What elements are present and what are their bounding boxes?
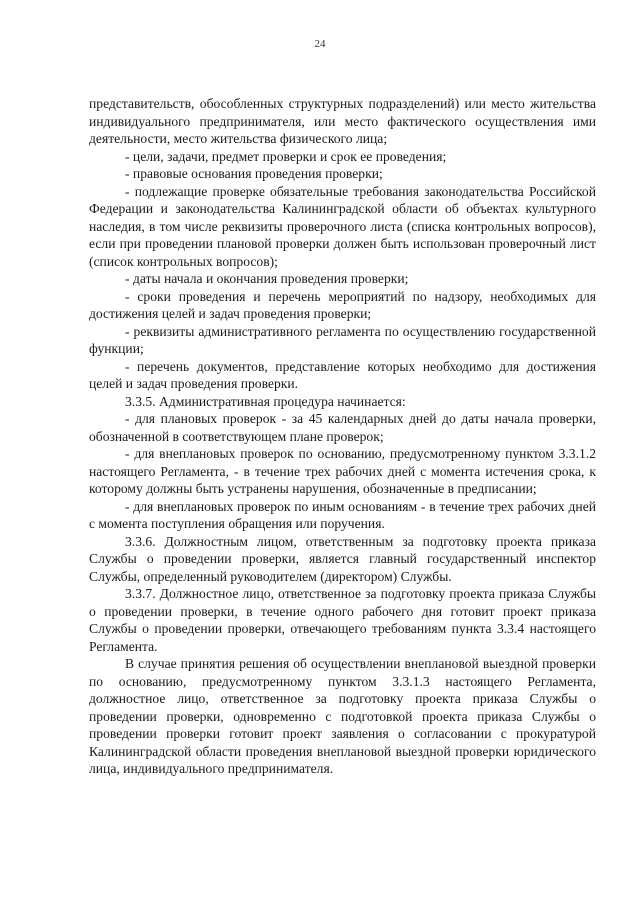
clause-3-3-7: 3.3.7. Должностное лицо, ответственное за подготовку проекта приказа Службы о проведении проверки, в течение одного рабочего дня готовит проект приказа Службы о проведении проверки, отвечающего требованиям пункта 3.3.4 настоящего Регламента. [89,586,596,654]
list-item-planned-inspections: - для плановых проверок - за 45 календарных дней до даты начала проверки, обозначенной в соответствующем плане проверок; [89,411,596,444]
page-number: 24 [314,38,326,50]
list-item-dates: - даты начала и окончания проведения проверки; [125,271,409,286]
paragraph-continuation: представительств, обособленных структурных подразделений) или место жительства индивидуального предпринимателя, или место фактического осуществления ими деятельности, место жительства физического лица; [89,96,596,146]
clause-3-3-5: 3.3.5. Административная процедура начинается: [125,393,406,409]
list-item-unplanned-inspections-3312: - для внеплановых проверок по основанию, предусмотренному пунктом 3.3.1.2 настоящего Регламента, - в течение трех рабочих дней с момента истечения срока, к которому должны быть устранены нарушения, обозначенные в предписании; [89,446,596,496]
list-item-terms: - сроки проведения и перечень мероприятий по надзору, необходимых для достижения целей и задач проведения проверки; [89,288,596,321]
list-item-unplanned-inspections-other: - для внеплановых проверок по иным основаниям - в течение трех рабочих дней с момента поступления обращения или поручения. [89,498,596,531]
document-body [89,95,596,778]
list-item-legal-basis: - правовые основания проведения проверки; [125,166,383,181]
list-item-requirements: - подлежащие проверке обязательные требования законодательства Российской Федерации и законодательства Калининградской области об объектах культурного наследия, в том числе реквизиты проверочного листа (списка контрольных вопросов), если при проведении плановой проверки должен быть использован проверочный лист (список контрольных вопросов); [89,183,596,269]
list-item-documents: - перечень документов, представление которых необходимо для достижения целей и задач проведения проверки. [89,358,596,391]
list-item-regulation-details: - реквизиты административного регламента по осуществлению государственной функции; [89,323,596,356]
clause-3-3-6: 3.3.6. Должностным лицом, ответственным за подготовку проекта приказа Службы о проведении проверки, является главный государственный инспектор Службы, определенный руководителем (директором) Службы. [89,533,596,584]
list-item-goals: - цели, задачи, предмет проверки и срок ее проведения; [125,148,447,164]
paragraph-unplanned-decision: В случае принятия решения об осуществлении внеплановой выездной проверки по основанию, предусмотренному пунктом 3.3.1.3 настоящего Регламента, должностное лицо, ответственное за подготовку проекта приказа Службы о проведении проверки, одновременно с подготовкой проекта приказа Службы о проведении проверки готовит проект заявления о согласовании с прокуратурой Калининградской области проведения внеплановой выездной проверки юридического лица, индивидуального предпринимателя. [89,656,596,776]
